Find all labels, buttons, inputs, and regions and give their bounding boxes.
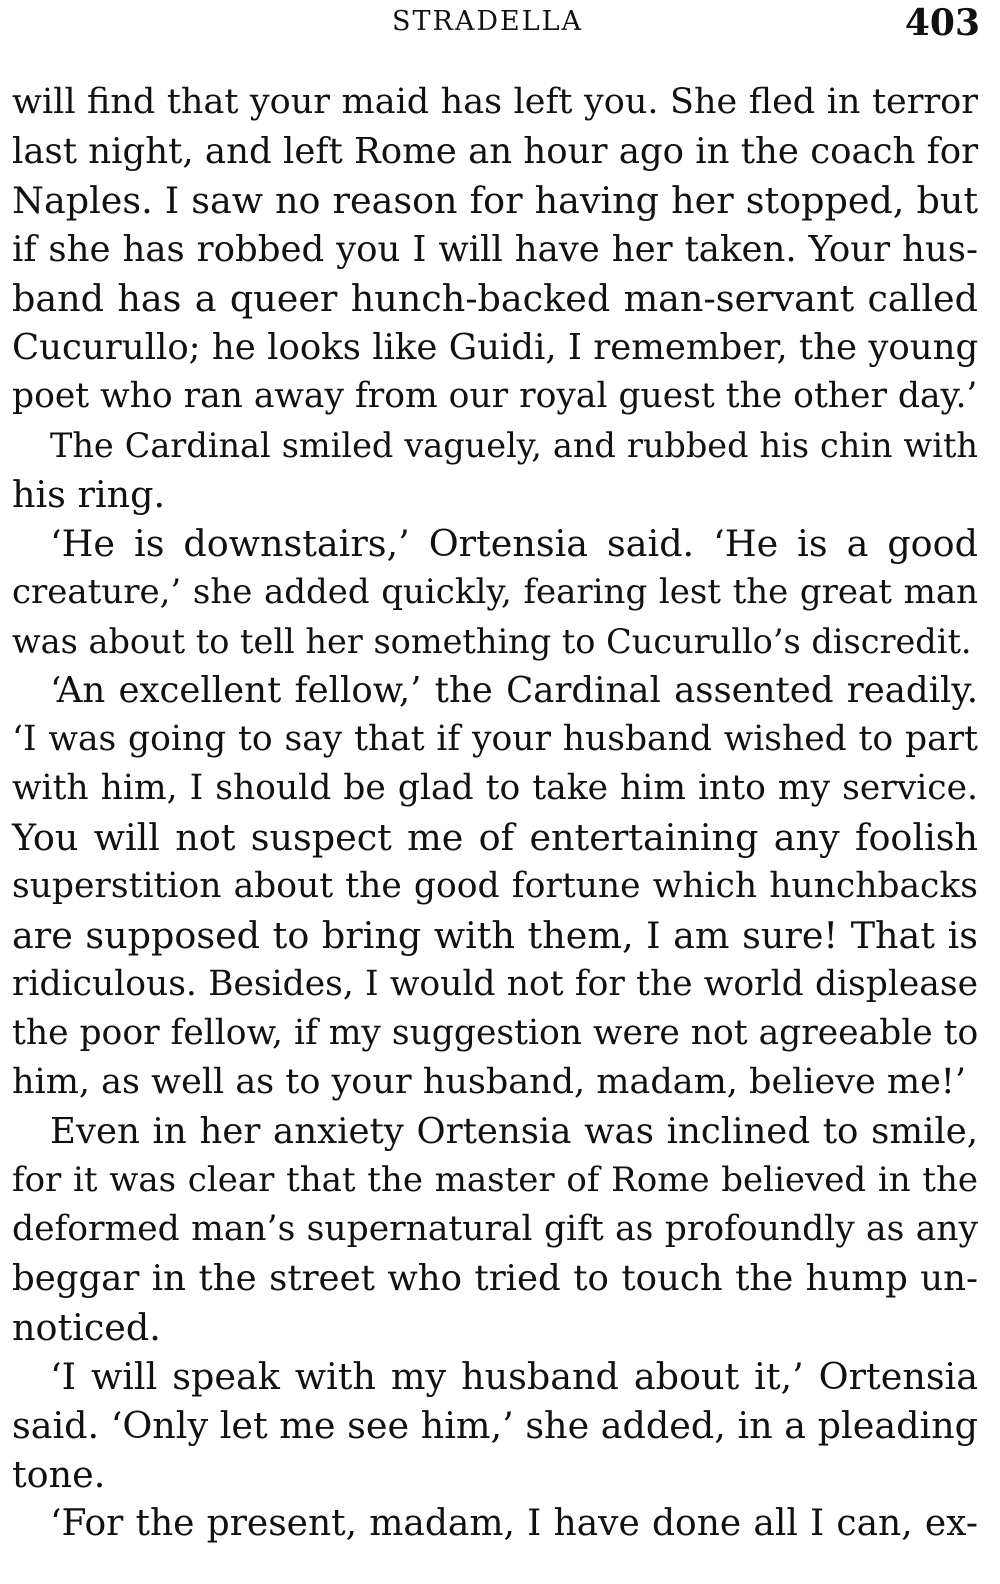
running-title: STRADELLA xyxy=(392,6,584,37)
text-line: ‘I will speak with my husband about it,’ Ortensia xyxy=(50,1355,978,1398)
text-line: Even in her anxiety Ortensia was inclined to smile, xyxy=(50,1111,978,1152)
text-line: band has a queer hunch-backed man-servant called xyxy=(12,277,978,320)
text-line: will find that your maid has left you. She fled in terror xyxy=(12,82,978,122)
body-text xyxy=(12,78,978,1548)
text-line: him, as well as to your husband, madam, believe me!’ xyxy=(12,1062,966,1102)
text-line: the poor fellow, if my suggestion were not agreeable to xyxy=(12,1013,979,1053)
text-line: ‘For the present, madam, I have done all I can, ex- xyxy=(50,1503,978,1544)
text-line: creature,’ she added quickly, fearing lest the great man xyxy=(12,572,978,612)
text-line: was about to tell her something to Cucurullo’s discredit. xyxy=(12,622,972,661)
text-line: last night, and left Rome an hour ago in the coach for xyxy=(12,131,979,172)
text-line: The Cardinal smiled vaguely, and rubbed his chin with xyxy=(50,426,978,465)
text-line: noticed. xyxy=(12,1306,161,1349)
text-line: superstition about the good fortune which hunchbacks xyxy=(12,866,978,906)
text-line: You will not suspect me of entertaining any foolish xyxy=(12,816,978,859)
text-line: ‘I was going to say that if your husband wished to part xyxy=(12,719,978,759)
text-line: Naples. I saw no reason for having her stopped, but xyxy=(12,179,978,222)
text-line: for it was clear that the master of Rome believed in the xyxy=(12,1160,978,1200)
text-line: with him, I should be glad to take him into my service. xyxy=(12,768,978,808)
text-line: poet who ran away from our royal guest the other day.’ xyxy=(12,376,978,416)
text-line: tone. xyxy=(12,1453,106,1496)
text-line: Cucurullo; he looks like Guidi, I remember, the young xyxy=(12,327,979,368)
text-line: his ring. xyxy=(12,473,166,516)
text-line: ‘An excellent fellow,’ the Cardinal assented readily. xyxy=(50,670,978,711)
text-line: ridiculous. Besides, I would not for the world displease xyxy=(12,964,978,1004)
text-line: are supposed to bring with them, I am sure! That is xyxy=(12,914,978,957)
text-line: if she has robbed you I will have her taken. Your hus- xyxy=(12,229,978,270)
text-line: ‘He is downstairs,’ Ortensia said. ‘He is a good xyxy=(50,522,978,565)
text-line: beggar in the street who tried to touch the hump un- xyxy=(12,1258,978,1299)
text-line: said. ‘Only let me see him,’ she added, in a pleading xyxy=(12,1404,978,1447)
page-number: 403 xyxy=(904,2,980,44)
text-line: deformed man’s supernatural gift as profoundly as any xyxy=(12,1209,978,1249)
running-head xyxy=(0,4,1000,44)
